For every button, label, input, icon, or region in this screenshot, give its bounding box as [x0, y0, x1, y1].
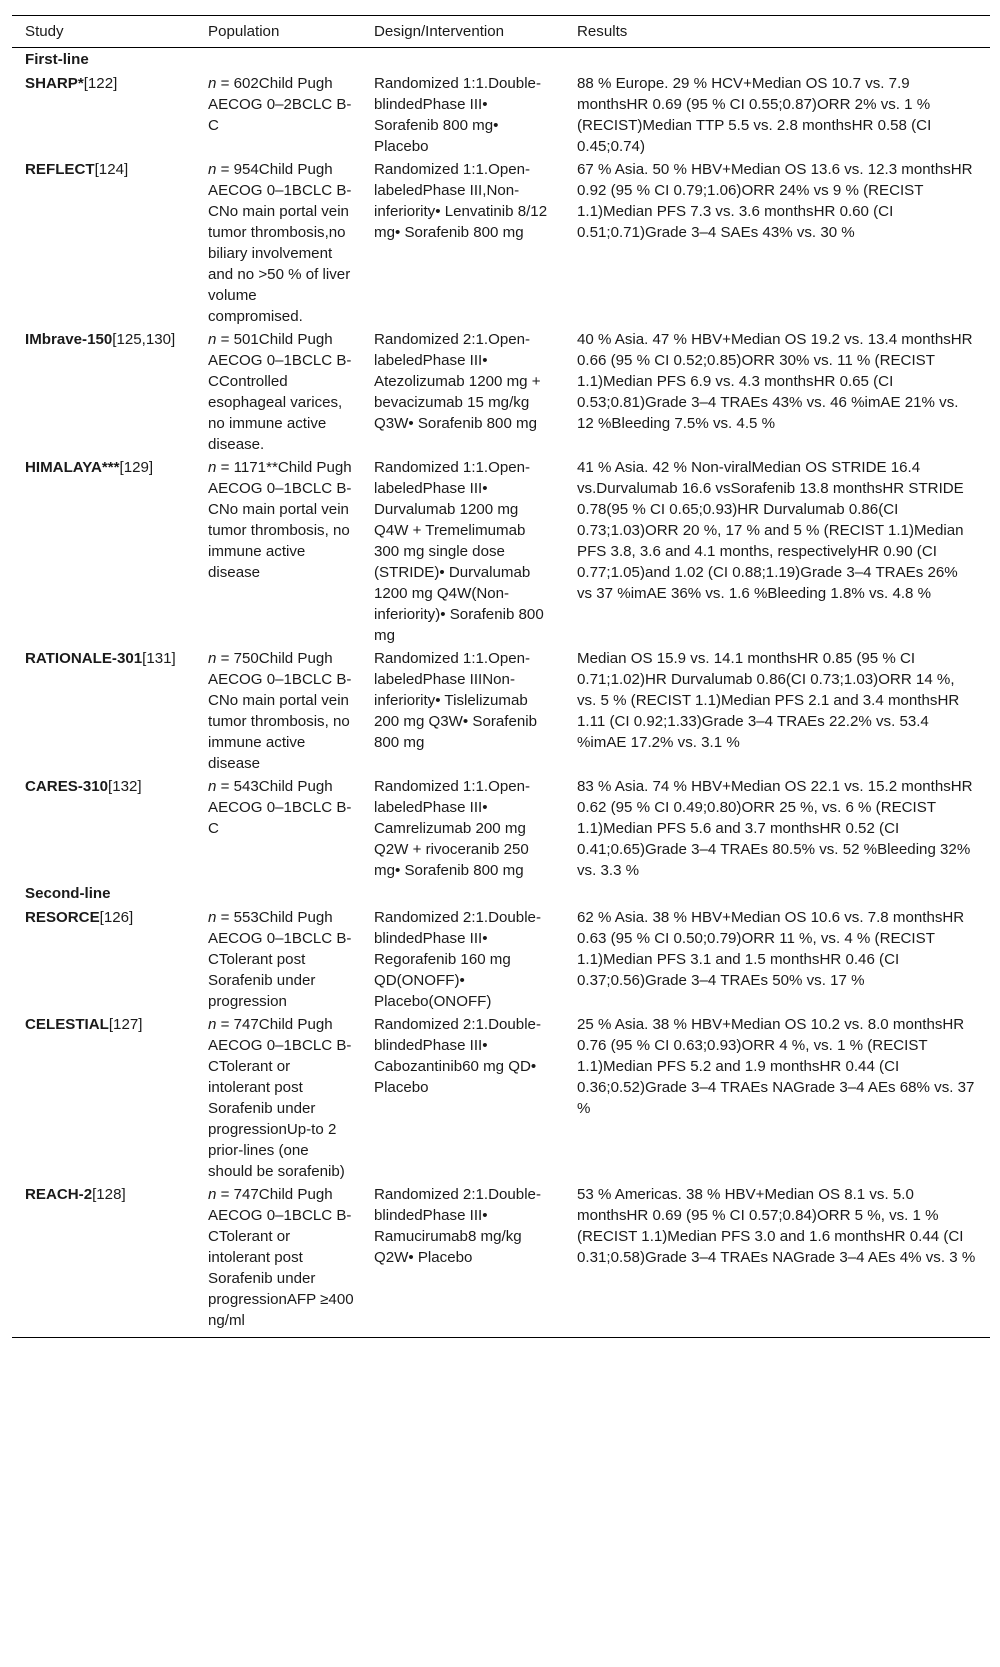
population-cell [195, 1183, 361, 1338]
population-cell [195, 328, 361, 456]
table-row [12, 775, 990, 882]
population-text: = 543Child Pugh AECOG 0–1BCLC B-C [208, 778, 352, 837]
table-body [12, 48, 990, 1338]
study-reference: [126] [99, 909, 134, 926]
study-reference: [132] [108, 778, 142, 795]
design-cell: Randomized 2:1.Open-labeledPhase III• Atezolizumab 1200 mg + bevacizumab 15 mg/kg Q3W• Sorafenib 800 mg [374, 331, 541, 432]
design-cell: Randomized 1:1.Open-labeledPhase III• Durvalumab 1200 mg Q4W + Tremelimumab 300 mg single dose (STRIDE)• Durvalumab 1200 mg Q4W(Non-inferiority)• Sorafenib 800 mg [374, 459, 544, 644]
results-cell: 62 % Asia. 38 % HBV+Median OS 10.6 vs. 7.8 monthsHR 0.63 (95 % CI 0.50;0.79)ORR 11 %, vs. 4 % (RECIST 1.1)Median PFS 3.1 and 1.5 monthsHR 0.46 (CI 0.37;0.56)Grade 3–4 TRAEs 50% vs. 17 % [577, 909, 965, 989]
population-text: = 602Child Pugh AECOG 0–2BCLC B-C [208, 75, 352, 134]
study-name: RESORCE [25, 909, 100, 926]
population-text: = 553Child Pugh AECOG 0–1BCLC B-CTolerant post Sorafenib under progression [208, 909, 352, 1010]
population-cell [195, 72, 361, 158]
sample-size-label: n [208, 778, 217, 795]
sample-size-label: n [208, 331, 217, 348]
population-text: = 747Child Pugh AECOG 0–1BCLC B-CTolerant or intolerant post Sorafenib under progressionUp-to 2 prior-lines (one should be sorafenib) [208, 1016, 352, 1180]
results-cell: 40 % Asia. 47 % HBV+Median OS 19.2 vs. 13.4 monthsHR 0.66 (95 % CI 0.52;0.85)ORR 30% vs. 11 % (RECIST 1.1)Median PFS 6.9 vs. 4.3 monthsHR 0.65 (CI 0.53;0.81)Grade 3–4 TRAEs 43% vs. 46 %imAE 21% vs. 12 %Bleeding 7.5% vs. 4.5 % [577, 331, 973, 432]
table-header [12, 16, 990, 48]
study-cell [12, 647, 195, 775]
study-cell [12, 456, 195, 647]
study-name: REACH-2 [25, 1186, 93, 1203]
table-row [12, 1183, 990, 1338]
sample-size-label: n [208, 459, 217, 476]
sample-size-label: n [208, 75, 217, 92]
study-cell [12, 1183, 195, 1338]
results-cell: 83 % Asia. 74 % HBV+Median OS 22.1 vs. 15.2 monthsHR 0.62 (95 % CI 0.49;0.80)ORR 25 %, vs. 6 % (RECIST 1.1)Median PFS 5.6 and 3.7 monthsHR 0.52 (CI 0.41;0.65)Grade 3–4 TRAEs 80.5% vs. 52 %Bleeding 32% vs. 3.3 % [577, 778, 973, 879]
sample-size-label: n [208, 161, 217, 178]
population-cell [195, 1013, 361, 1183]
sample-size-label: n [208, 909, 217, 926]
study-name: SHARP* [25, 75, 84, 92]
population-text: = 747Child Pugh AECOG 0–1BCLC B-CTolerant or intolerant post Sorafenib under progressionAFP ≥400 ng/ml [208, 1186, 354, 1329]
population-cell [195, 775, 361, 882]
study-cell [12, 72, 195, 158]
results-cell: 88 % Europe. 29 % HCV+Median OS 10.7 vs. 7.9 monthsHR 0.69 (95 % CI 0.55;0.87)ORR 2% vs. 1 % (RECIST)Median TTP 5.5 vs. 2.8 monthsHR 0.58 (CI 0.45;0.74) [577, 75, 932, 155]
table-row [12, 456, 990, 647]
table-row [12, 906, 990, 1013]
study-name: IMbrave-150 [25, 331, 113, 348]
study-name: CARES-310 [25, 778, 109, 795]
section-label: First-line [25, 51, 89, 68]
study-cell [12, 1013, 195, 1183]
design-cell: Randomized 2:1.Double-blindedPhase III• Regorafenib 160 mg QD(ONOFF)• Placebo(ONOFF) [374, 909, 541, 1010]
results-cell: Median OS 15.9 vs. 14.1 monthsHR 0.85 (95 % CI 0.71;1.02)HR Durvalumab 0.86(CI 0.73;1.03)ORR 14 %, vs. 5 % (RECIST 1.1)Median PFS 2.1 and 3.4 monthsHR 1.11 (CI 0.92;1.33)Grade 3–4 TRAEs 22.2% vs. 53.4 %imAE 17.2% vs. 3.1 % [577, 650, 960, 751]
header-results: Results [564, 16, 990, 48]
header-design: Design/Intervention [361, 16, 564, 48]
population-cell [195, 456, 361, 647]
study-reference: [127] [108, 1016, 143, 1033]
results-cell: 25 % Asia. 38 % HBV+Median OS 10.2 vs. 8.0 monthsHR 0.76 (95 % CI 0.63;0.93)ORR 4 %, vs. 1 % (RECIST 1.1)Median PFS 5.2 and 1.9 monthsHR 0.44 (CI 0.36;0.52)Grade 3–4 TRAEs NAGrade 3–4 AEs 68% vs. 37 % [577, 1016, 975, 1117]
header-population: Population [195, 16, 361, 48]
design-cell: Randomized 2:1.Double-blindedPhase III• Cabozantinib60 mg QD• Placebo [374, 1016, 541, 1096]
table-row [12, 72, 990, 158]
study-name: HIMALAYA*** [25, 459, 120, 476]
design-cell: Randomized 1:1.Double-blindedPhase III• Sorafenib 800 mg• Placebo [374, 75, 541, 155]
population-cell [195, 647, 361, 775]
population-text: = 501Child Pugh AECOG 0–1BCLC B-CControlled esophageal varices, no immune active disease. [208, 331, 352, 453]
design-cell: Randomized 1:1.Open-labeledPhase III,Non-inferiority• Lenvatinib 8/12 mg• Sorafenib 800 mg [374, 161, 548, 241]
study-cell [12, 328, 195, 456]
sample-size-label: n [208, 650, 217, 667]
population-text: = 750Child Pugh AECOG 0–1BCLC B-CNo main portal vein tumor thrombosis, no immune active disease [208, 650, 352, 772]
section-row [12, 882, 990, 906]
results-cell: 53 % Americas. 38 % HBV+Median OS 8.1 vs. 5.0 monthsHR 0.69 (95 % CI 0.57;0.84)ORR 5 %, vs. 1 % (RECIST 1.1)Median PFS 3.0 and 1.6 monthsHR 0.44 (CI 0.31;0.58)Grade 3–4 TRAEs NAGrade 3–4 AEs 4% vs. 3 % [564, 1183, 990, 1338]
study-name: CELESTIAL [25, 1016, 109, 1033]
population-text: = 1171**Child Pugh AECOG 0–1BCLC B-CNo main portal vein tumor thrombosis, no immune active disease [208, 459, 352, 581]
design-cell: Randomized 2:1.Double-blindedPhase III• Ramucirumab8 mg/kg Q2W• Placebo [361, 1183, 564, 1338]
study-reference: [129] [119, 459, 154, 476]
results-cell: 67 % Asia. 50 % HBV+Median OS 13.6 vs. 12.3 monthsHR 0.92 (95 % CI 0.79;1.06)ORR 24% vs 9 % (RECIST 1.1)Median PFS 7.3 vs. 3.6 monthsHR 0.60 (CI 0.51;0.71)Grade 3–4 SAEs 43% vs. 30 % [577, 161, 973, 241]
study-reference: [124] [94, 161, 129, 178]
section-label: Second-line [25, 885, 111, 902]
sample-size-label: n [208, 1016, 217, 1033]
study-reference: [128] [92, 1186, 126, 1203]
design-cell: Randomized 1:1.Open-labeledPhase III• Camrelizumab 200 mg Q2W + rivoceranib 250 mg• Sorafenib 800 mg [374, 778, 531, 879]
table-row [12, 328, 990, 456]
table-row [12, 158, 990, 328]
trials-table [12, 15, 990, 1338]
study-cell [12, 775, 195, 882]
design-cell: Randomized 1:1.Open-labeledPhase IIINon-inferiority• Tislelizumab 200 mg Q3W• Sorafenib 800 mg [374, 650, 538, 751]
study-reference: [125,130] [112, 331, 176, 348]
results-cell: 41 % Asia. 42 % Non-viralMedian OS STRIDE 16.4 vs.Durvalumab 16.6 vsSorafenib 13.8 monthsHR STRIDE 0.78(95 % CI 0.65;0.93)HR Durvalumab 0.86(CI 0.73;1.03)ORR 20 %, 17 % and 5 % (RECIST 1.1)Median PFS 3.8, 3.6 and 4.1 months, respectivelyHR 0.90 (CI 0.77;1.05)and 1.02 (CI 0.88;1.19)Grade 3–4 TRAEs 26% vs 37 %imAE 36% vs. 1.6 %Bleeding 1.8% vs. 4.8 % [577, 459, 964, 602]
section-row [12, 48, 990, 73]
study-reference: [131] [142, 650, 176, 667]
study-cell [12, 158, 195, 328]
header-study: Study [12, 16, 195, 48]
study-cell [12, 906, 195, 1013]
population-text: = 954Child Pugh AECOG 0–1BCLC B-CNo main portal vein tumor thrombosis,no biliary involvement and no >50 % of liver volume compromised. [208, 161, 352, 325]
study-name: RATIONALE-301 [25, 650, 143, 667]
sample-size-label: n [208, 1186, 217, 1203]
study-reference: [122] [83, 75, 118, 92]
study-name: REFLECT [25, 161, 95, 178]
table-row [12, 1013, 990, 1183]
population-cell [195, 158, 361, 328]
table-row [12, 647, 990, 775]
population-cell [195, 906, 361, 1013]
